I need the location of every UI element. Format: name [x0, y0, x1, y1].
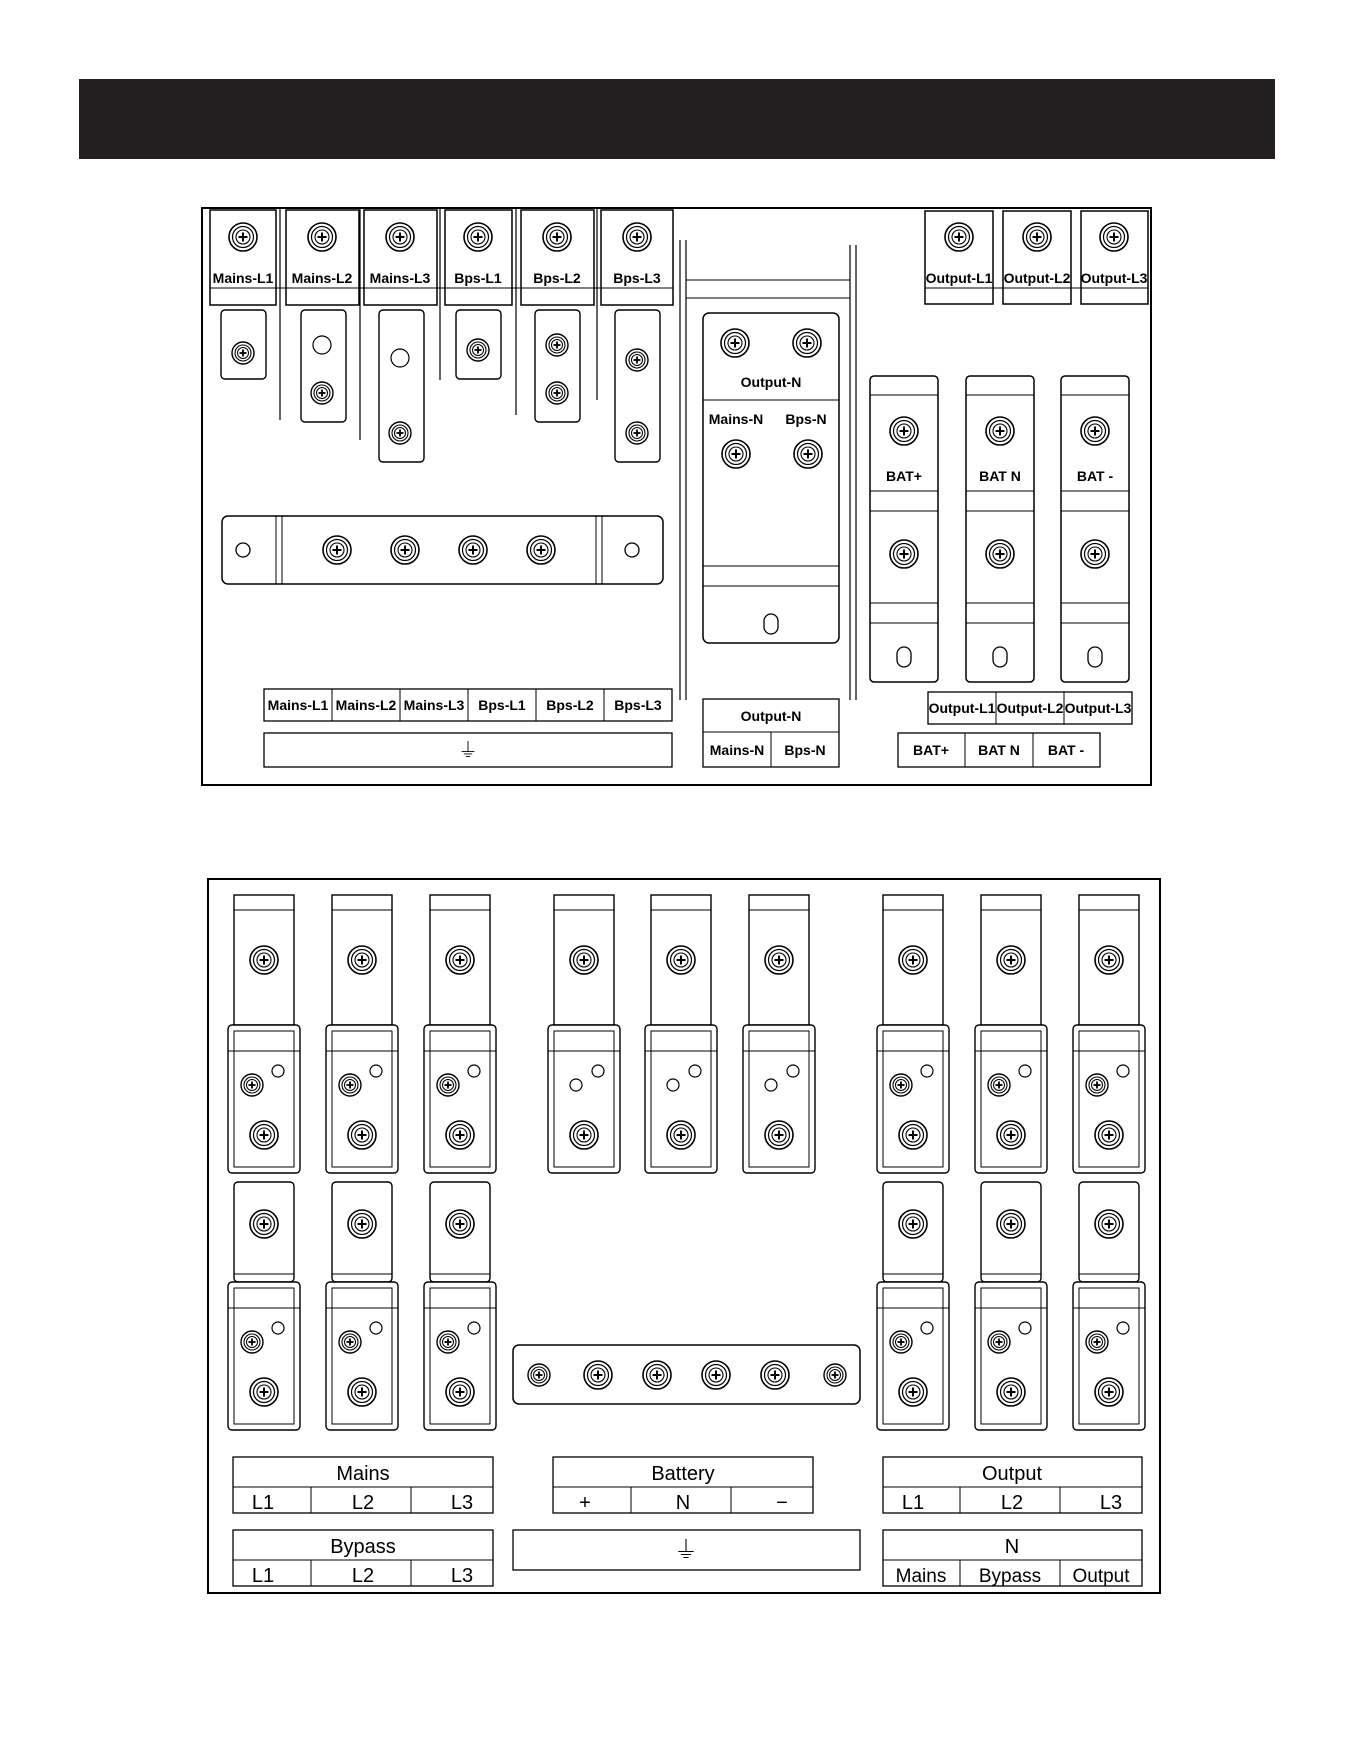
legend-battery-positive: +	[579, 1492, 591, 1514]
terminal-label-output-l2: Output-L2	[1003, 270, 1071, 286]
legend-bypass-l2: L2	[351, 1565, 375, 1587]
legend-neutral	[883, 1530, 1142, 1587]
top-legend-neutral	[703, 699, 839, 767]
legend-input-mains-l2: Mains-L2	[335, 697, 397, 713]
terminal-label-bat-minus: BAT -	[1076, 468, 1114, 484]
top-battery-terminals	[870, 376, 1129, 682]
legend-battery-plus: BAT+	[913, 742, 949, 758]
top-terminal-panel	[202, 208, 1151, 785]
top-output-terminals	[925, 211, 1148, 304]
legend-neutral-n-output: Output	[1072, 1566, 1130, 1587]
legend-bypass	[233, 1530, 493, 1587]
legend-output-title: Output	[981, 1463, 1043, 1485]
legend-battery	[553, 1457, 813, 1514]
legend-mains-l1: L1	[251, 1492, 275, 1514]
legend-battery-title: Battery	[651, 1463, 715, 1485]
legend-bypass-l3: L3	[450, 1565, 474, 1587]
legend-output-cell-l3: L3	[1099, 1492, 1123, 1514]
legend-battery-minus: BAT -	[1047, 742, 1085, 758]
legend-mains-l2: L2	[351, 1492, 375, 1514]
legend-neutral-bypass: Bps-N	[784, 742, 826, 758]
bottom-ground-symbol: ⏚	[674, 1537, 698, 1564]
terminal-label-mains-l1: Mains-L1	[212, 270, 274, 286]
legend-output-cell-l1: L1	[901, 1492, 925, 1514]
terminal-label-mains-l2: Mains-L2	[291, 270, 353, 286]
legend-battery-n: BAT N	[978, 742, 1020, 758]
legend-input-mains-l3: Mains-L3	[403, 697, 465, 713]
neutral-bypass-label: Bps-N	[785, 411, 827, 427]
legend-neutral-n-title: N	[1004, 1536, 1020, 1558]
legend-battery-negative: −	[776, 1492, 788, 1514]
terminal-label-output-l1: Output-L1	[925, 270, 993, 286]
legend-neutral-title: Output-N	[740, 708, 802, 724]
bottom-upper-terminals	[228, 895, 1145, 1173]
terminal-label-bps-l2: Bps-L2	[533, 270, 581, 286]
legend-bypass-l1: L1	[251, 1565, 275, 1587]
top-ground-bar	[222, 516, 663, 584]
neutral-mains-label: Mains-N	[708, 411, 764, 427]
top-legend-outputs	[928, 692, 1132, 724]
bottom-terminal-panel	[208, 879, 1160, 1593]
legend-output	[883, 1457, 1142, 1514]
terminal-label-bps-l3: Bps-L3	[613, 270, 661, 286]
legend-neutral-n-mains: Mains	[895, 1566, 947, 1587]
top-legend-battery	[898, 733, 1100, 767]
legend-mains	[233, 1457, 493, 1514]
legend-neutral-n-bypass: Bypass	[978, 1566, 1042, 1587]
legend-output-l1: Output-L1	[928, 700, 996, 716]
top-ground-symbol: ⏚	[458, 740, 478, 762]
legend-output-l3: Output-L3	[1064, 700, 1132, 716]
legend-input-mains-l1: Mains-L1	[267, 697, 329, 713]
legend-input-bps-l1: Bps-L1	[478, 697, 526, 713]
terminal-label-bps-l1: Bps-L1	[454, 270, 502, 286]
legend-output-cell-l2: L2	[1000, 1492, 1024, 1514]
terminal-label-output-l3: Output-L3	[1080, 270, 1148, 286]
legend-input-bps-l3: Bps-L3	[614, 697, 662, 713]
terminal-label-bat-n: BAT N	[979, 468, 1021, 484]
neutral-output-label: Output-N	[740, 374, 802, 390]
legend-input-bps-l2: Bps-L2	[546, 697, 594, 713]
legend-ground	[513, 1530, 860, 1570]
terminal-label-mains-l3: Mains-L3	[369, 270, 431, 286]
terminal-label-bat-plus: BAT+	[886, 468, 922, 484]
bottom-ground-bar	[513, 1345, 860, 1404]
legend-mains-title: Mains	[336, 1463, 390, 1485]
legend-battery-neutral: N	[675, 1492, 691, 1514]
legend-output-l2: Output-L2	[996, 700, 1064, 716]
legend-bypass-title: Bypass	[330, 1536, 396, 1558]
legend-mains-l3: L3	[450, 1492, 474, 1514]
legend-neutral-mains: Mains-N	[709, 742, 765, 758]
